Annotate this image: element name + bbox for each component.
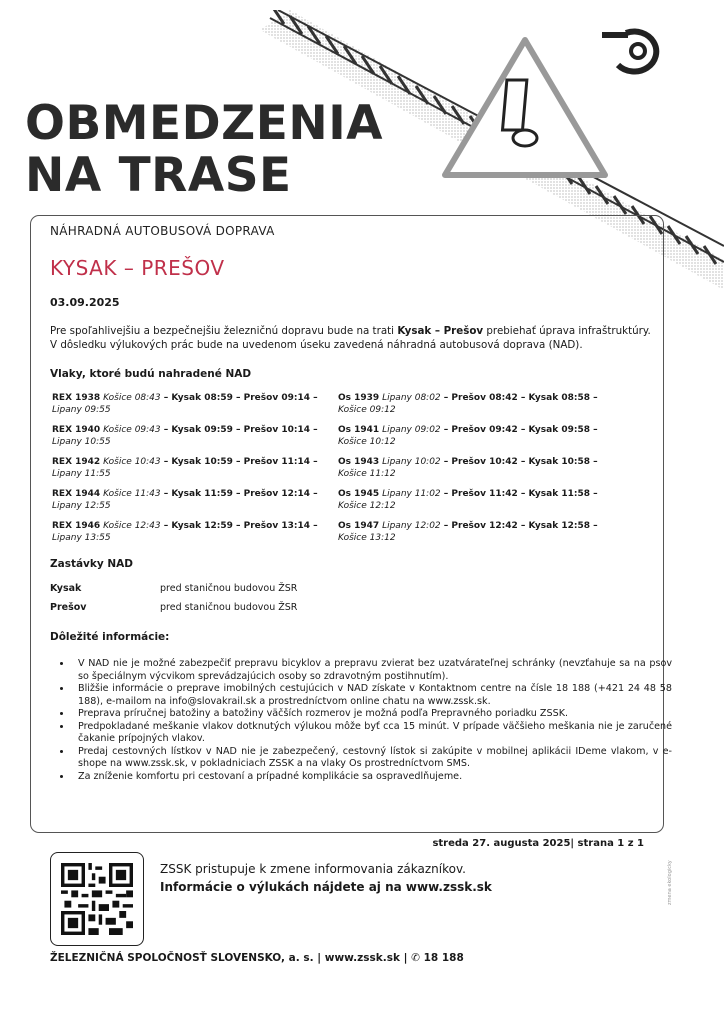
important-list [48,658,672,783]
train-entry: Os 1947 Lipany 12:02 – Prešov 12:42 – Kysak 12:58 – Košice 13:12 [338,521,598,543]
train-entry: Os 1943 Lipany 10:02 – Prešov 10:42 – Kysak 10:58 – Košice 11:12 [338,457,598,479]
list-item: • Predpokladané meškanie vlakov dotknutých výlukou môže byť cca 15 minút. V prípade väčšieho meškania nie je zaručené čakanie prípojných vlakov. [72,721,672,746]
trains-right-list [338,392,608,552]
train-entry: REX 1942 Košice 10:43 – Kysak 10:59 – Prešov 11:14 – Lipany 11:55 [52,457,318,479]
list-item: • V NAD nie je možné zabezpečiť prepravu bicyklov a prepravu zvierat bez uzatvárateľnej schránky (nevzťahuje sa na psov so špeciálnym výcvikom sprevádzajúcich osoby so zdravotným postihnutím). [72,658,672,683]
qr-code[interactable] [50,852,144,946]
list-item: • Bližšie informácie o preprave imobilných cestujúcich v NAD získate v Kontaktnom centre na čísle 18 188 (+421 24 48 58 188), e-mailom na info@slovakrail.sk a prostredníctvom online chatu na www.zssk.sk. [72,683,672,708]
headline-line1: OBMEDZENIA [25,96,384,151]
stop-name: Kysak [50,583,82,594]
side-eco-text: zmena ekologicky [667,860,673,905]
stops-heading: Zastávky NAD [50,558,134,570]
train-entry: Os 1941 Lipany 09:02 – Prešov 09:42 – Kysak 09:58 – Košice 10:12 [338,425,598,447]
train-entry: Os 1939 Lipany 08:02 – Prešov 08:42 – Kysak 08:58 – Košice 09:12 [338,393,598,415]
trains-left-list [52,392,322,552]
stop-place: pred staničnou budovou ŽSR [160,583,298,594]
stop-place: pred staničnou budovou ŽSR [160,602,298,613]
company-line: ŽELEZNIČNÁ SPOLOČNOSŤ SLOVENSKO, a. s. | www.zssk.sk | ✆ 18 188 [50,952,464,964]
list-item: • Preprava príručnej batožiny a batožiny väčších rozmerov je možná podľa Prepravného poriadku ZSSK. [72,708,672,721]
train-entry: Os 1945 Lipany 11:02 – Prešov 11:42 – Kysak 11:58 – Košice 12:12 [338,489,598,511]
train-entry: REX 1938 Košice 08:43 – Kysak 08:59 – Prešov 09:14 – Lipany 09:55 [52,393,318,415]
important-heading: Dôležité informácie: [50,631,170,643]
train-entry: REX 1944 Košice 11:43 – Kysak 11:59 – Prešov 12:14 – Lipany 12:55 [52,489,318,511]
footer-dateline: streda 27. augusta 2025| strana 1 z 1 [432,838,644,849]
intro-paragraph: Pre spoľahlivejšiu a bezpečnejšiu železničnú dopravu bude na trati Kysak – Prešov prebiehať úprava infraštruktúry. V dôsledku výlukových prác bude na uvedenom úseku zavedená náhradná autobusová doprava (NAD). [50,325,651,351]
trains-heading: Vlaky, ktoré budú nahradené NAD [50,368,252,380]
stop-name: Prešov [50,602,87,613]
route-title: KYSAK – PREŠOV [50,256,225,280]
info-line-2: Informácie o výlukách nájdete aj na www.zssk.sk [160,880,492,894]
headline-line2: NA TRASE [25,148,292,203]
notice-date: 03.09.2025 [50,296,120,309]
notice-subtitle: NÁHRADNÁ AUTOBUSOVÁ DOPRAVA [50,224,275,238]
train-entry: REX 1946 Košice 12:43 – Kysak 12:59 – Prešov 13:14 – Lipany 13:55 [52,521,318,543]
list-item: • Za zníženie komfortu pri cestovaní a prípadné komplikácie sa ospravedlňujeme. [72,771,672,784]
train-entry: REX 1940 Košice 09:43 – Kysak 09:59 – Prešov 10:14 – Lipany 10:55 [52,425,318,447]
list-item: • Predaj cestovných lístkov v NAD nie je zabezpečený, cestovný lístok si zakúpite v mobilnej aplikácii IDeme vlakom, v e-shope na www.zssk.sk, v pokladniciach ZSSK a na vlaky Os prostredníctvom SMS. [72,746,672,771]
qr-code-icon [61,863,133,935]
info-line-1: ZSSK pristupuje k zmene informovania zákazníkov. [160,862,466,876]
